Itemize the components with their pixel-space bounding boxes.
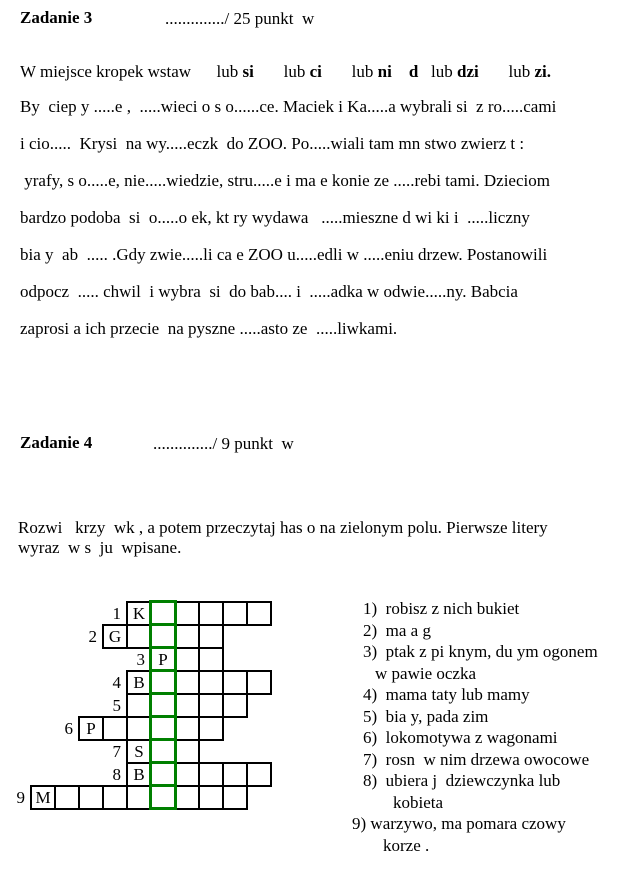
crossword-cell: P — [78, 716, 104, 741]
instruction-text-fragment: W miejsce kropek wstaw lub — [20, 62, 243, 81]
crossword-cell — [198, 670, 224, 695]
crossword-row-7 — [102, 739, 200, 764]
crossword-cell — [174, 601, 200, 626]
zadanie4-instruction — [18, 518, 548, 558]
instruction-text-fragment: lub — [478, 62, 535, 81]
instruction-text-fragment: lub — [253, 62, 310, 81]
zadanie4-score-line: ............../ 9 punkt w — [153, 434, 294, 453]
crossword-cell — [198, 762, 224, 787]
crossword-cell — [246, 762, 272, 787]
crossword-cell — [126, 624, 152, 649]
zadanie3-instruction — [20, 62, 551, 82]
clue-line: kobieta — [393, 792, 444, 812]
crossword-row-6 — [54, 716, 224, 741]
crossword-row-8 — [102, 762, 272, 787]
crossword-cell — [222, 693, 248, 718]
crossword-cell — [174, 693, 200, 718]
crossword-cell — [174, 785, 200, 810]
gapfill-text-line: yrafy, s o.....e, nie.....wiedzie, stru.....e i ma e konie ze .....rebi tami. Dzieciom — [20, 171, 550, 190]
clue-line: 2) ma a g — [363, 620, 431, 640]
instruction-text-line: wyraz w s ju wpisane. — [18, 538, 182, 557]
instruction-text-fragment — [392, 62, 409, 81]
clue-line: w pawie oczka — [375, 663, 477, 683]
crossword-cell — [126, 785, 152, 810]
instruction-bold-fragment: ni — [377, 62, 392, 81]
crossword-row-2 — [78, 624, 224, 649]
crossword-cell — [222, 670, 248, 695]
crossword-cell — [126, 693, 152, 718]
crossword-row-9 — [6, 785, 248, 810]
crossword-cell — [198, 601, 224, 626]
crossword-answer-cell — [150, 670, 176, 695]
crossword-answer-cell — [150, 624, 176, 649]
clue-line: 5) bia y, pada zim — [363, 706, 489, 726]
crossword-cell — [78, 785, 104, 810]
crossword-cell — [174, 716, 200, 741]
zadanie3-score-line: ............../ 25 punkt w — [165, 9, 315, 28]
crossword-cell — [246, 601, 272, 626]
crossword-answer-cell — [150, 716, 176, 741]
crossword-row-number: 3 — [136, 650, 145, 669]
clue-line: korze . — [383, 835, 430, 855]
crossword-cell — [174, 670, 200, 695]
crossword-cell: S — [126, 739, 152, 764]
crossword-row-4 — [102, 670, 272, 695]
instruction-bold-fragment: si — [242, 62, 254, 81]
clue-line: 1) robisz z nich bukiet — [363, 599, 520, 618]
crossword-row-number: 4 — [112, 673, 121, 692]
instruction-bold-fragment: d — [408, 62, 419, 81]
crossword-cell — [198, 693, 224, 718]
crossword-grid — [0, 601, 320, 816]
instruction-text-fragment: lub — [321, 62, 378, 81]
crossword-answer-cell — [150, 739, 176, 764]
crossword-answer-cell — [150, 785, 176, 810]
gapfill-text-line: bia y ab ..... .Gdy zwie.....li ca e ZOO u.....edli w .....eniu drzew. Postanowili — [20, 245, 548, 264]
crossword-cell: K — [126, 601, 152, 626]
zadanie3-paragraph — [20, 97, 556, 356]
crossword-cell — [126, 716, 152, 741]
crossword-answer-cell — [150, 601, 176, 626]
gapfill-text-line: odpocz ..... chwil i wybra si do bab.... i .....adka w odwie.....ny. Babcia — [20, 282, 518, 301]
crossword-row-number: 1 — [112, 604, 121, 623]
crossword-row-1 — [102, 601, 272, 626]
crossword-cell: M — [30, 785, 56, 810]
clue-line: 6) lokomotywa z wagonami — [363, 728, 558, 747]
crossword-answer-cell — [150, 762, 176, 787]
clue-line: 8) ubiera j dziewczynka lub — [363, 771, 561, 790]
crossword-row-3 — [126, 647, 224, 672]
crossword-row-number: 8 — [112, 765, 121, 784]
crossword-cell — [174, 647, 200, 672]
crossword-cell — [174, 624, 200, 649]
zadanie4-title: Zadanie 4 — [20, 433, 93, 452]
crossword-cell: B — [126, 670, 152, 695]
crossword-cell — [102, 716, 128, 741]
clue-line: 9) warzywo, ma pomara czowy — [352, 814, 566, 833]
crossword-answer-cell — [150, 693, 176, 718]
crossword-cell — [222, 601, 248, 626]
clue-line: 3) ptak z pi knym, du ym ogonem — [363, 642, 598, 661]
instruction-bold-fragment: dzi — [457, 62, 479, 81]
crossword-cell — [174, 739, 200, 764]
crossword-cell — [198, 624, 224, 649]
clue-line: 4) mama taty lub mamy — [363, 685, 530, 704]
crossword-cell — [174, 762, 200, 787]
crossword-cell — [102, 785, 128, 810]
gapfill-text-line: bardzo podoba si o.....o ek, kt ry wydawa .....mieszne d wi ki i .....liczny — [20, 208, 530, 227]
instruction-text-line: Rozwi krzy wk , a potem przeczytaj has o na zielonym polu. Pierwsze litery — [18, 518, 548, 537]
crossword-cell: B — [126, 762, 152, 787]
crossword-row-number: 9 — [16, 788, 25, 807]
crossword-cell — [198, 785, 224, 810]
crossword-row-number: 6 — [64, 719, 73, 738]
zadanie3-title: Zadanie 3 — [20, 8, 93, 27]
gapfill-text-line: zaprosi a ich przecie na pyszne .....asto ze .....liwkami. — [20, 319, 398, 338]
crossword-row-5 — [102, 693, 248, 718]
clue-line: 7) rosn w nim drzewa owocowe — [363, 749, 590, 769]
instruction-bold-fragment: ci — [309, 62, 322, 81]
crossword-cell — [54, 785, 80, 810]
gapfill-text-line: By ciep y .....e , .....wieci o s o......ce. Maciek i Ka.....a wybrali si z ro.....cami — [20, 97, 557, 116]
crossword-row-number: 5 — [112, 696, 121, 715]
instruction-text-fragment: lub — [418, 62, 458, 81]
crossword-cell — [198, 647, 224, 672]
crossword-cell — [246, 670, 272, 695]
crossword-clues-list — [352, 598, 629, 856]
crossword-cell — [222, 785, 248, 810]
crossword-cell: G — [102, 624, 128, 649]
crossword-cell — [198, 716, 224, 741]
crossword-cell — [222, 762, 248, 787]
gapfill-text-line: i cio..... Krysi na wy.....eczk do ZOO. Po.....wiali tam mn stwo zwierz t : — [20, 134, 525, 153]
crossword-row-number: 7 — [112, 742, 121, 761]
crossword-answer-cell: P — [150, 647, 176, 672]
instruction-bold-fragment: zi. — [534, 62, 552, 81]
crossword-row-number: 2 — [88, 627, 97, 646]
